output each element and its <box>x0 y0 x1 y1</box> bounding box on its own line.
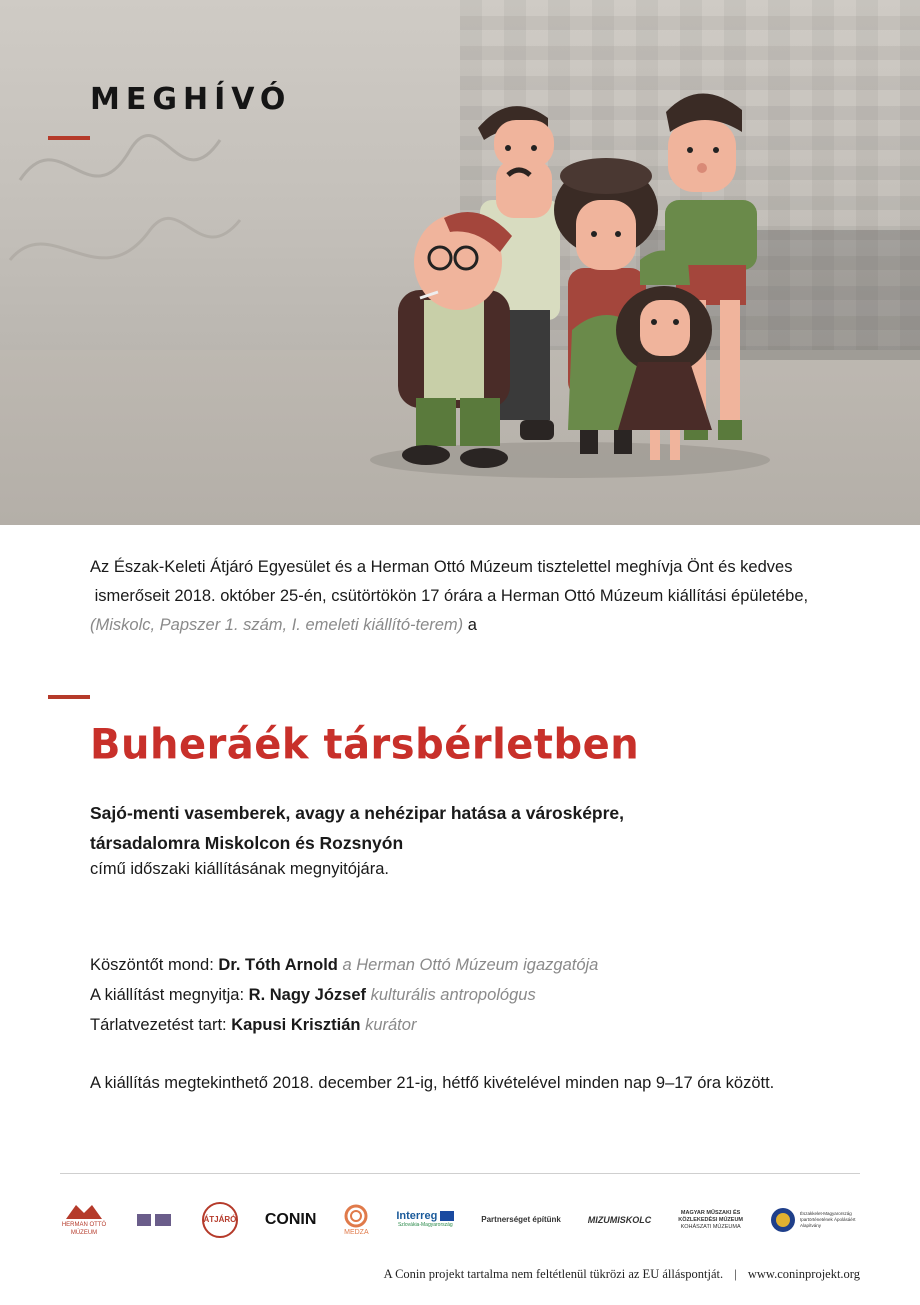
credit-role: a Herman Ottó Múzeum igazgatója <box>337 956 599 974</box>
credit-prefix: A kiállítást megnyitja: <box>90 986 249 1004</box>
credit-prefix: Köszöntőt mond: <box>90 956 219 974</box>
medza-swirl-icon <box>343 1203 369 1229</box>
credit-role: kulturális antropológus <box>366 986 536 1004</box>
title-accent-bar <box>48 695 90 699</box>
project-url[interactable]: www.coninprojekt.org <box>747 1267 860 1281</box>
heading-accent-bar <box>48 136 90 140</box>
logo-conin: CONIN <box>264 1211 317 1228</box>
subtitle-line-1: Sajó-menti vasemberek, avagy a nehézipar hatása a városképre, <box>90 803 625 823</box>
logo-partnerseg: Partnerséget építünk <box>481 1215 561 1224</box>
family-illustration <box>0 0 920 525</box>
logo-mmkm: MAGYAR MŰSZAKI ÉS KÖZLEKEDÉSI MÚZEUM KOHÁSZATI MÚZEUMA <box>678 1209 744 1230</box>
eu-flag-icon <box>440 1211 454 1221</box>
intro-paragraph <box>90 553 850 640</box>
credit-guide <box>90 1010 598 1040</box>
credit-name: R. Nagy József <box>248 986 367 1004</box>
logo-mizumiskolc: MIZUMISKOLC <box>587 1215 652 1225</box>
exhibition-title: Buheráék társbérletben <box>90 720 640 770</box>
opening-hours: A kiállítás megtekinthető 2018. december 21-ig, hétfő kivételével minden nap 9–17 óra között. <box>90 1074 775 1092</box>
credit-prefix: Tárlatvezetést tart: <box>90 1016 232 1034</box>
footer-divider <box>60 1173 860 1174</box>
eg-mark-icon <box>135 1210 175 1230</box>
footer-disclaimer: A Conin projekt tartalma nem feltétlenül tükrözi az EU álláspontját. | www.coninprojekt.org <box>383 1267 860 1281</box>
hero-illustration <box>0 0 920 525</box>
logo-herman-otto-muzeum: HERMAN OTTÓ MÚZEUM <box>60 1203 108 1237</box>
intro-after-location: a <box>463 616 477 634</box>
credit-name: Dr. Tóth Arnold <box>218 956 338 974</box>
venue-location: (Miskolc, Papszer 1. szám, I. emeleti kiállító-terem) <box>90 616 464 634</box>
logo-foundation: Északkelet-Magyarország Ipartörténetének Ápolásáért Alapítvány <box>770 1207 860 1233</box>
credit-welcome <box>90 950 598 980</box>
partner-logos <box>60 1198 860 1242</box>
intro-line-1: Az Észak-Keleti Átjáró Egyesület és a Herman Ottó Múzeum tisztelettel meghívja Önt és kedves <box>90 558 793 576</box>
credit-name: Kapusi Krisztián <box>231 1016 361 1034</box>
foundation-seal-icon <box>770 1207 796 1233</box>
credits-list <box>90 950 598 1040</box>
logo-medza: MEDZA <box>343 1203 369 1237</box>
page-heading: MEGHÍVÓ <box>90 82 292 117</box>
intro-line-3 <box>90 611 850 640</box>
logo-interreg: Interreg Szlovákia-Magyarország <box>396 1210 453 1228</box>
museum-griffin-icon <box>64 1203 104 1221</box>
exhibition-subtitle <box>90 798 624 858</box>
logo-eg <box>135 1210 175 1230</box>
exhibition-note: című időszaki kiállításának megnyitójára. <box>90 860 389 878</box>
subtitle-line-2: társadalomra Miskolcon és Rozsnyón <box>90 833 404 853</box>
intro-line-2: ismerőseit 2018. október 25-én, csütörtökön 17 órára a Herman Ottó Múzeum kiállítási épületébe, <box>90 587 809 605</box>
character-grandfather <box>398 212 512 468</box>
credit-role: kurátor <box>360 1016 417 1034</box>
logo-atjaro: ÁTJÁRÓ <box>202 1202 238 1238</box>
credit-opener <box>90 980 598 1010</box>
